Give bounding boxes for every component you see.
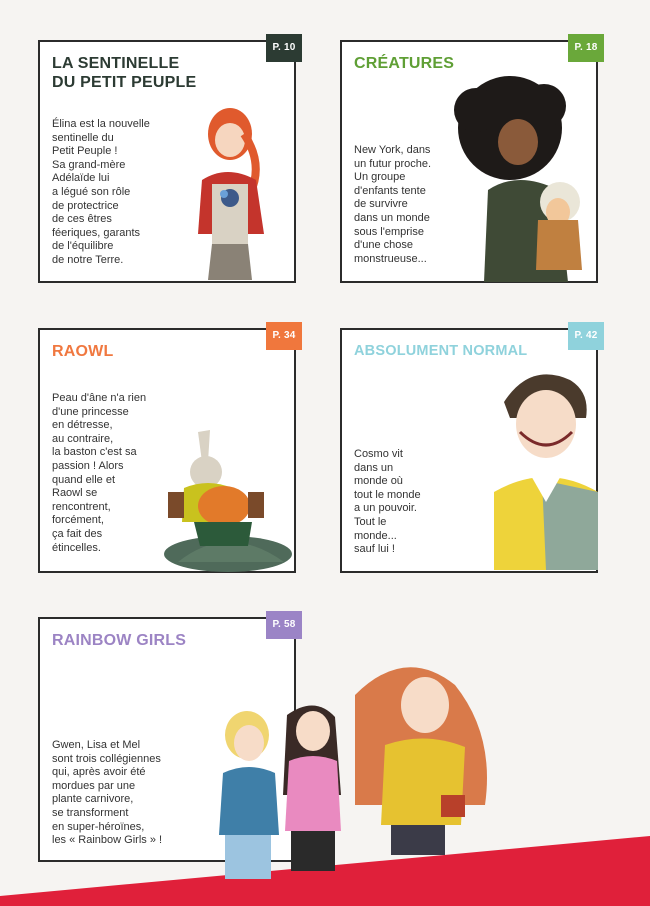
desc-line: d'une princesse: [52, 405, 129, 418]
card-description: [52, 118, 150, 268]
desc-line: Élina est la nouvelle: [52, 118, 150, 130]
page-tag: P. 10: [266, 34, 302, 62]
desc-line: quand elle et: [52, 473, 115, 486]
desc-line: New York, dans: [354, 144, 431, 156]
page-tag: P. 34: [266, 322, 302, 350]
card-description: [354, 448, 421, 557]
card-title-line: LA SENTINELLE: [52, 55, 180, 72]
book-card-creatures[interactable]: [340, 40, 598, 283]
desc-line: tout le monde: [354, 488, 421, 501]
card-title-line: DU PETIT PEUPLE: [52, 74, 197, 91]
desc-line: Raowl se: [52, 487, 98, 500]
desc-line: a un pouvoir.: [354, 502, 417, 515]
desc-line: dans un: [354, 461, 394, 474]
desc-line: a légué son rôle: [52, 185, 131, 198]
desc-line: passion ! Alors: [52, 459, 124, 472]
book-card-raowl[interactable]: [38, 328, 296, 573]
desc-line: Un groupe: [354, 171, 406, 184]
desc-line: Cosmo vit: [354, 448, 403, 460]
desc-line: Tout le: [354, 515, 387, 528]
desc-line: Gwen, Lisa et Mel: [52, 739, 141, 751]
desc-line: monstrueuse...: [354, 252, 427, 265]
desc-line: Peau d'âne n'a rien: [52, 392, 147, 404]
desc-line: plante carnivore,: [52, 793, 134, 806]
desc-line: Adélaïde lui: [52, 172, 110, 185]
book-card-sentinelle[interactable]: [38, 40, 296, 283]
desc-line: la baston c'est sa: [52, 446, 137, 459]
desc-line: Sa grand-mère: [52, 158, 126, 171]
card-title: RAOWL: [52, 343, 114, 360]
desc-line: de survivre: [354, 198, 408, 211]
desc-line: forcément,: [52, 514, 104, 527]
desc-line: monde...: [354, 529, 397, 542]
desc-line: monde où: [354, 475, 403, 488]
desc-line: sont trois collégiennes: [52, 752, 161, 765]
desc-line: mordues par une: [52, 779, 136, 792]
desc-line: féeriques, garants: [52, 226, 141, 239]
page-tag: P. 18: [568, 34, 604, 62]
desc-line: Petit Peuple !: [52, 145, 118, 158]
desc-line: sous l'emprise: [354, 225, 424, 238]
desc-line: étincelles.: [52, 541, 101, 554]
card-description: [52, 392, 146, 555]
desc-line: dans un monde: [354, 211, 430, 224]
illustration-rainbow-girls: [205, 655, 510, 881]
book-card-absolument-normal[interactable]: [340, 328, 598, 573]
illustration-cosmo: [490, 362, 598, 570]
desc-line: de notre Terre.: [52, 253, 124, 266]
desc-line: d'enfants tente: [354, 184, 426, 197]
card-title: CRÉATURES: [354, 55, 455, 72]
desc-line: ça fait des: [52, 527, 103, 540]
card-description: [354, 144, 431, 266]
desc-line: se transforment: [52, 806, 129, 819]
desc-line: en super-héroïnes,: [52, 820, 145, 833]
desc-line: de protectrice: [52, 199, 119, 212]
desc-line: qui, après avoir été: [52, 766, 146, 779]
desc-line: les « Rainbow Girls » !: [52, 834, 163, 847]
desc-line: au contraire,: [52, 432, 114, 445]
illustration-elina: [172, 94, 282, 280]
desc-line: de l'équilibre: [52, 240, 114, 253]
desc-line: sentinelle du: [52, 131, 114, 144]
desc-line: un futur proche.: [354, 157, 432, 170]
page-tag: P. 42: [568, 322, 604, 350]
card-description: [52, 739, 162, 848]
desc-line: rencontrent,: [52, 500, 111, 513]
illustration-raowl: [148, 422, 298, 572]
desc-line: de ces êtres: [52, 213, 112, 226]
card-title: RAINBOW GIRLS: [52, 632, 187, 649]
page-tag: P. 58: [266, 611, 302, 639]
desc-line: sauf lui !: [354, 543, 395, 556]
card-title: [52, 54, 196, 92]
illustration-creatures: [448, 70, 598, 282]
desc-line: en détresse,: [52, 419, 113, 432]
desc-line: d'une chose: [354, 239, 413, 252]
card-title: ABSOLUMENT NORMAL: [354, 343, 528, 359]
